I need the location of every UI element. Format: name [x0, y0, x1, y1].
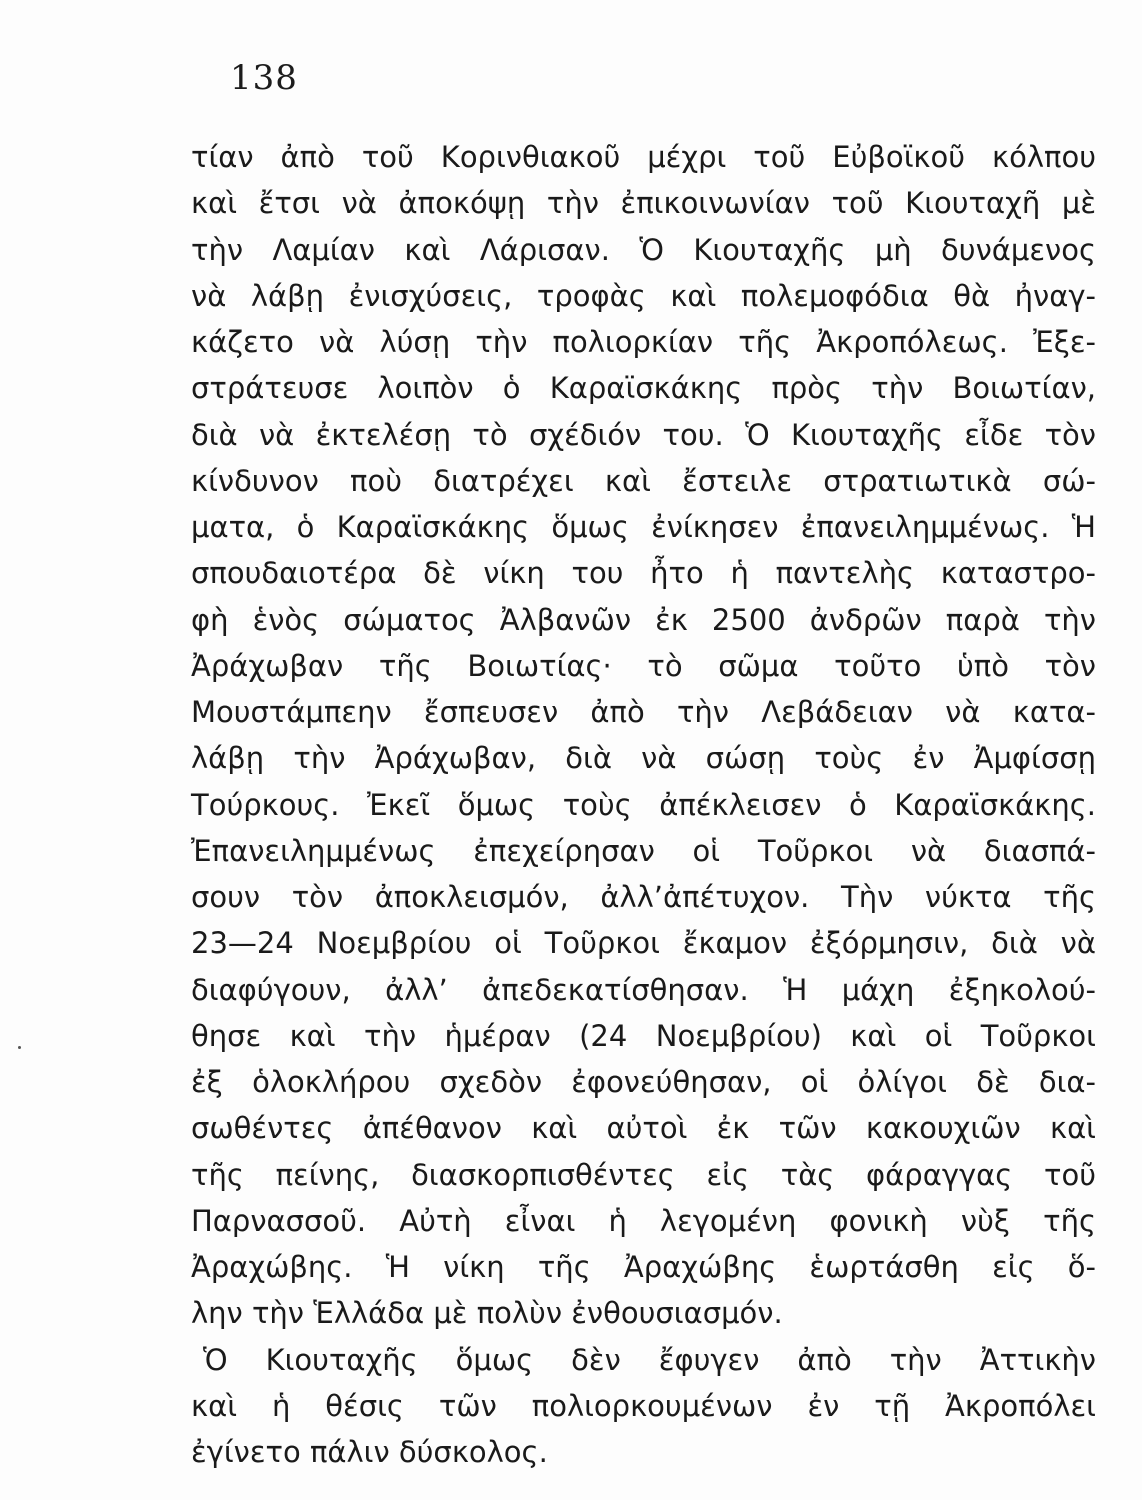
body-text: [191, 134, 1096, 1475]
text-line: θησε καὶ τὴν ἡμέραν (24 Νοεμβρίου) καὶ οἱ Τοῦρκοι: [191, 1018, 1096, 1053]
text-line: Ἀράχωβαν τῆς Βοιωτίας· τὸ σῶμα τοῦτο ὑπὸ τὸν: [191, 648, 1096, 683]
text-line: Τούρκους. Ἐκεῖ ὅμως τοὺς ἀπέκλεισεν ὁ Καραϊσκάκης.: [191, 787, 1096, 822]
page-number: 138: [230, 58, 298, 98]
text-line: διὰ νὰ ἐκτελέσῃ τὸ σχέδιόν του. Ὁ Κιουταχῆς εἶδε τὸν: [191, 417, 1096, 452]
text-line: καὶ ἔτσι νὰ ἀποκόψῃ τὴν ἐπικοινωνίαν τοῦ Κιουταχῆ μὲ: [191, 186, 1096, 221]
text-line: διαφύγουν, ἀλλ’ ἀπεδεκατίσθησαν. Ἡ μάχη ἐξηκολού-: [191, 972, 1096, 1007]
text-line: σουν τὸν ἀποκλεισμόν, ἀλλ’ἀπέτυχον. Τὴν νύκτα τῆς: [191, 880, 1096, 914]
text-line: φὴ ἑνὸς σώματος Ἀλβανῶν ἐκ 2500 ἀνδρῶν παρὰ τὴν: [191, 602, 1096, 637]
text-line: νὰ λάβῃ ἐνισχύσεις, τροφὰς καὶ πολεμοφόδια θὰ ἠναγ-: [191, 278, 1096, 313]
text-line: τίαν ἀπὸ τοῦ Κορινθιακοῦ μέχρι τοῦ Εὐβοϊκοῦ κόλπου: [191, 140, 1096, 174]
text-line: καὶ ἡ θέσις τῶν πολιορκουμένων ἐν τῇ Ἀκροπόλει: [191, 1388, 1096, 1423]
text-line: σωθέντες ἀπέθανον καὶ αὐτοὶ ἐκ τῶν κακουχιῶν καὶ: [191, 1111, 1096, 1146]
text-line: ἐγίνετο πάλιν δύσκολος.: [191, 1435, 548, 1469]
text-line: τῆς πείνης, διασκορπισθέντες εἰς τὰς φάραγγας τοῦ: [191, 1157, 1096, 1192]
text-line: ἐξ ὁλοκλήρου σχεδὸν ἐφονεύθησαν, οἱ ὀλίγοι δὲ δια-: [191, 1065, 1096, 1099]
text-line: στράτευσε λοιπὸν ὁ Καραϊσκάκης πρὸς τὴν Βοιωτίαν,: [191, 371, 1096, 406]
text-line: Παρνασσοῦ. Αὐτὴ εἶναι ἡ λεγομένη φονικὴ νὺξ τῆς: [191, 1203, 1096, 1238]
text-line: Ἀραχώβης. Ἡ νίκη τῆς Ἀραχώβης ἑωρτάσθη εἰς ὅ-: [191, 1250, 1096, 1284]
text-line: Μουστάμπεην ἔσπευσεν ἀπὸ τὴν Λεβάδειαν νὰ κατα-: [191, 695, 1096, 729]
text-line: Ὁ Κιουταχῆς ὅμως δὲν ἔφυγεν ἀπὸ τὴν Ἀττικὴν: [203, 1342, 1096, 1377]
text-line: κάζετο νὰ λύσῃ τὴν πολιορκίαν τῆς Ἀκροπόλεως. Ἐξε-: [191, 325, 1096, 359]
text-line: λάβῃ τὴν Ἀράχωβαν, διὰ νὰ σώσῃ τοὺς ἐν Ἀμφίσσῃ: [191, 741, 1096, 776]
text-line: ματα, ὁ Καραϊσκάκης ὅμως ἐνίκησεν ἐπανειλημμένως. Ἡ: [191, 510, 1096, 544]
paper-speck: [18, 1046, 21, 1049]
text-line: 23—24 Νοεμβρίου οἱ Τοῦρκοι ἔκαμον ἐξόρμησιν, διὰ νὰ: [191, 926, 1096, 961]
text-line: κίνδυνον ποὺ διατρέχει καὶ ἔστειλε στρατιωτικὰ σώ-: [191, 463, 1096, 498]
text-line: λην τὴν Ἑλλάδα μὲ πολὺν ἐνθουσιασμόν.: [191, 1296, 783, 1331]
text-line: σπουδαιοτέρα δὲ νίκη του ἦτο ἡ παντελὴς καταστρο-: [191, 556, 1096, 591]
text-line: Ἐπανειλημμένως ἐπεχείρησαν οἱ Τοῦρκοι νὰ διασπά-: [191, 833, 1096, 868]
text-line: τὴν Λαμίαν καὶ Λάρισαν. Ὁ Κιουταχῆς μὴ δυνάμενος: [191, 232, 1096, 267]
